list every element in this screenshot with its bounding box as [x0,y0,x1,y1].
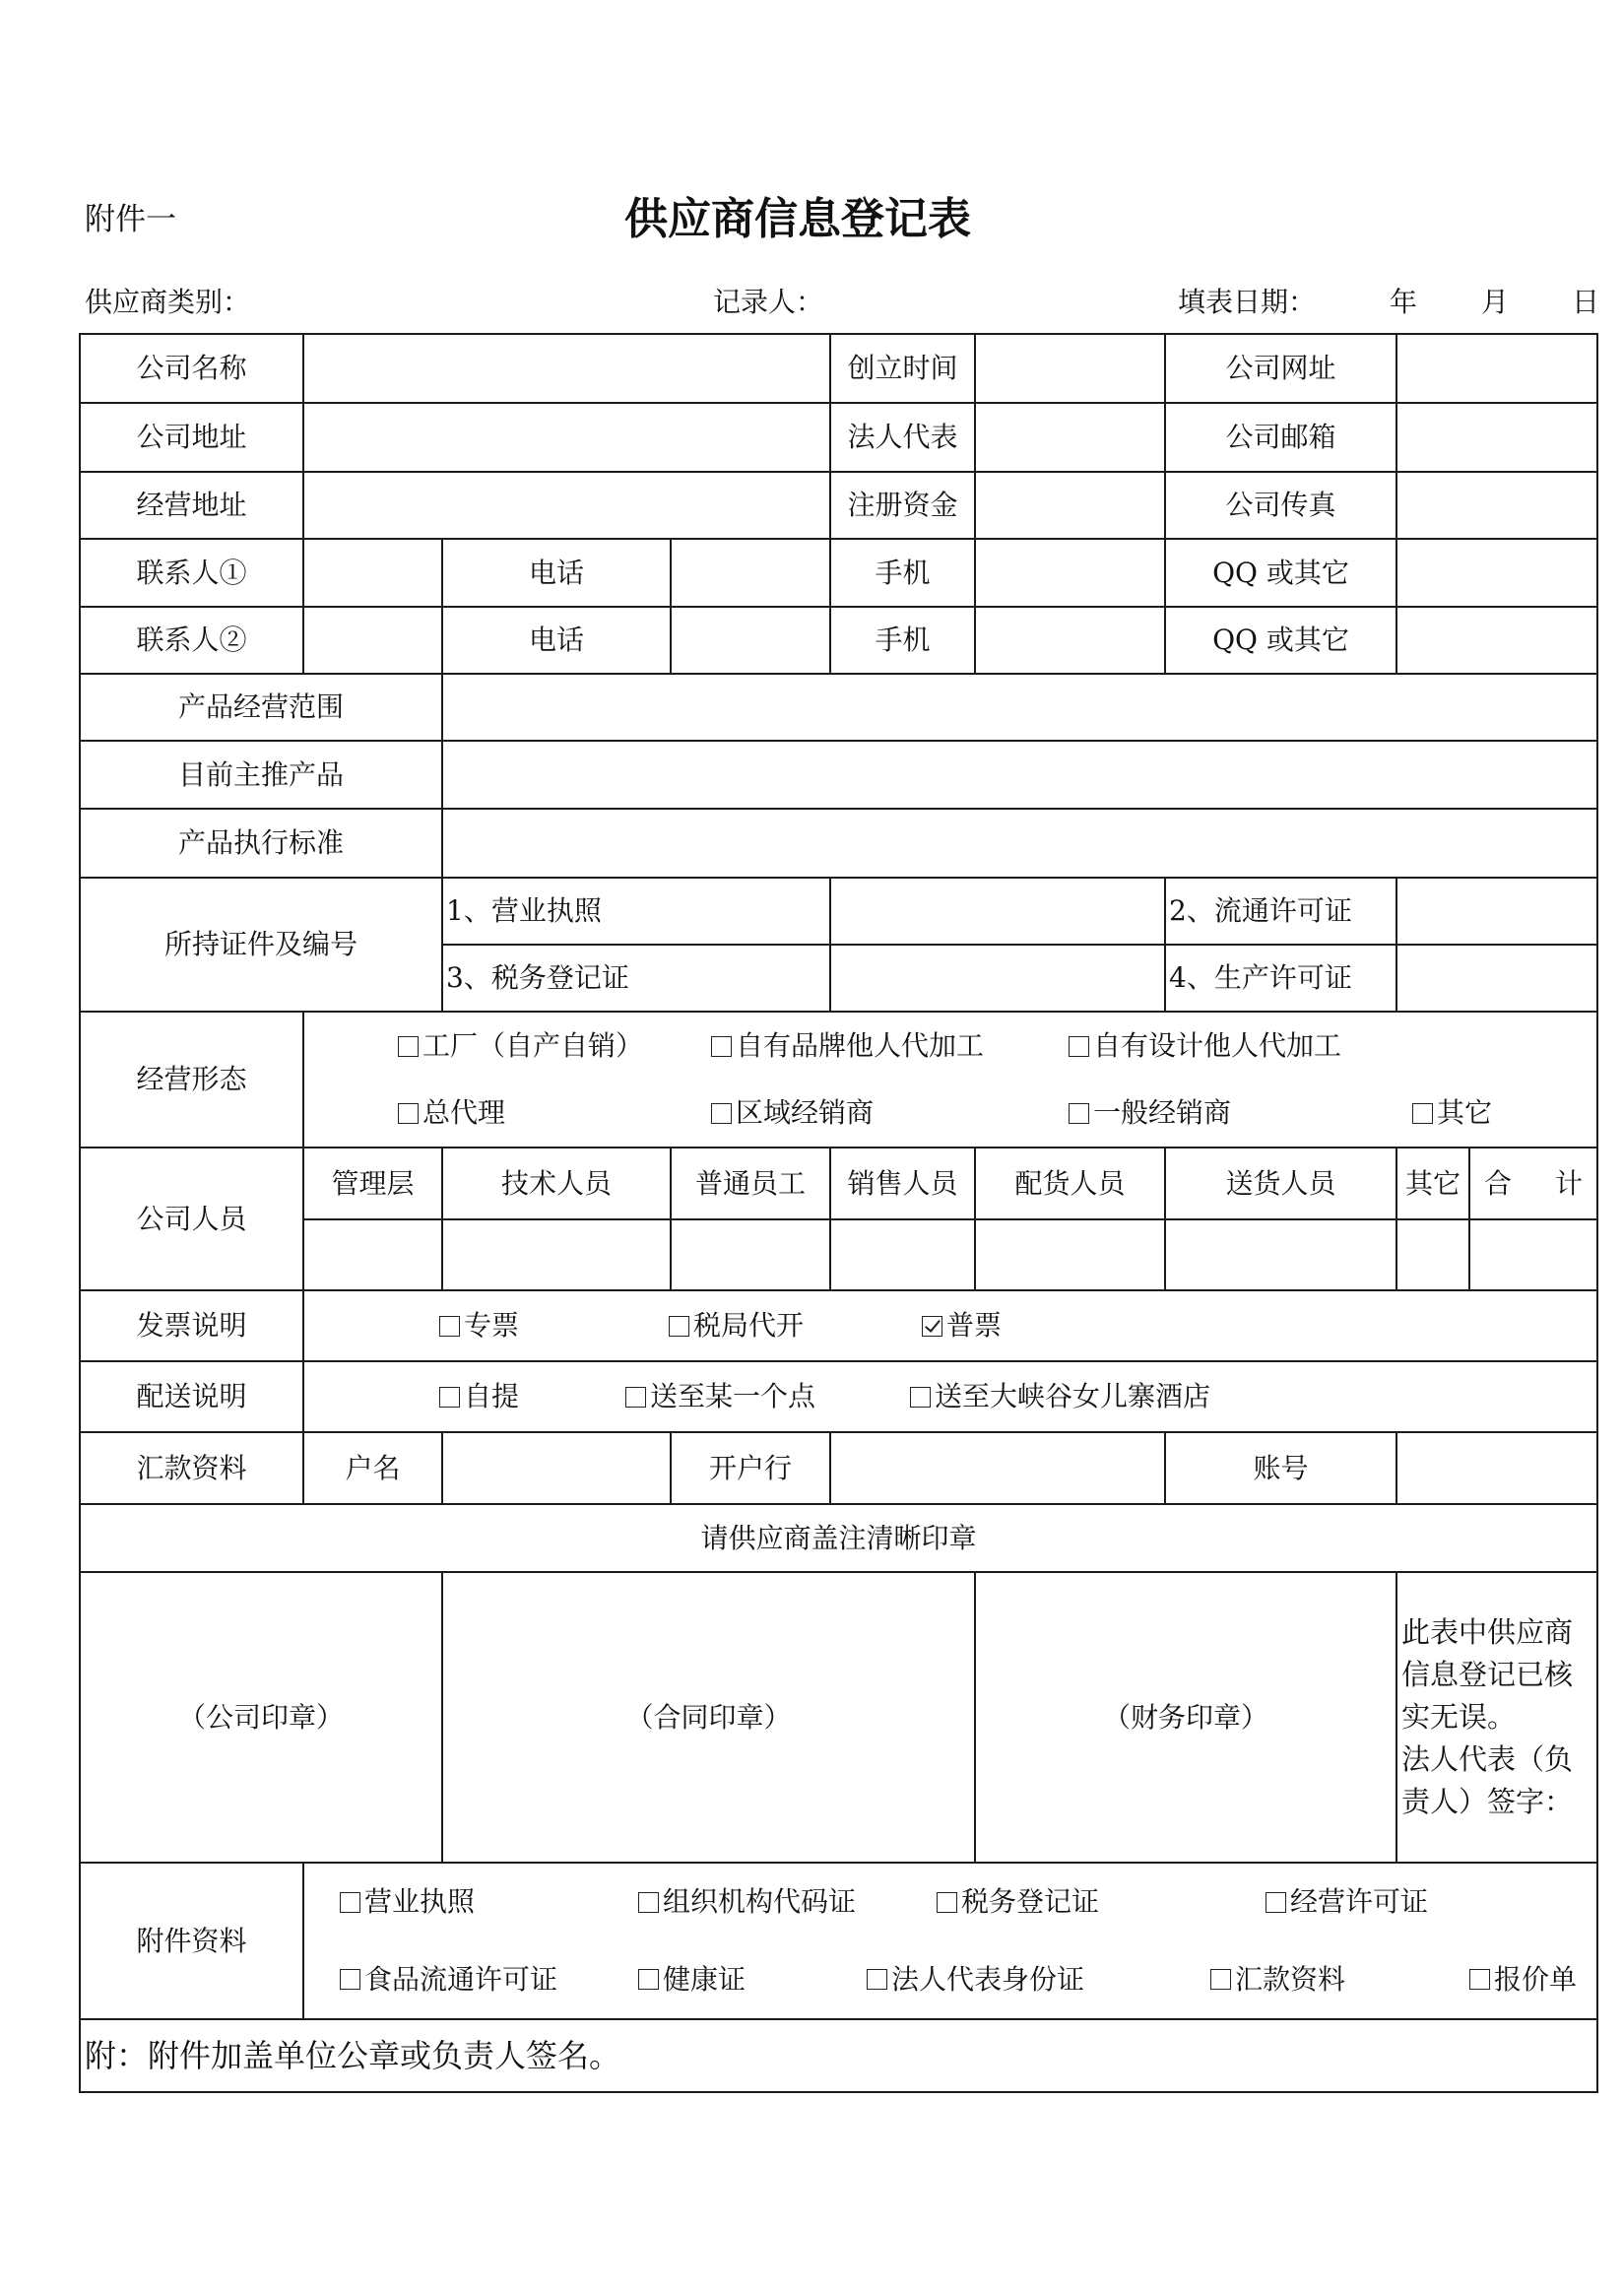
website-field[interactable] [1397,335,1598,404]
featured-products-label: 目前主推产品 [81,742,443,810]
finance-seal-area: （财务印章） [976,1573,1397,1864]
checkbox-icon[interactable] [711,1103,732,1124]
bank-field[interactable] [831,1433,1166,1505]
option-other[interactable] [1409,1096,1492,1130]
company-address-field[interactable] [304,404,831,473]
staff-col-management: 管理层 [304,1148,443,1220]
attachment-health-cert[interactable] [635,1963,746,1997]
business-address-label: 经营地址 [81,473,304,540]
staff-col-technical: 技术人员 [443,1148,672,1220]
checkbox-icon[interactable] [439,1387,460,1408]
option-deliver-to-hotel[interactable] [907,1380,1210,1413]
checkbox-icon[interactable] [439,1316,460,1337]
email-field[interactable] [1397,404,1598,473]
business-license-number-field[interactable] [831,879,1166,946]
signature-label: 法人代表（负责人）签字： [1401,1742,1574,1818]
staff-general-field[interactable] [672,1220,831,1291]
contact-1-other-field[interactable] [1397,540,1598,608]
staff-distribution-field[interactable] [976,1220,1166,1291]
business-license-label: 1、营业执照 [443,879,831,946]
checkbox-icon[interactable] [937,1892,957,1913]
remittance-label: 汇款资料 [81,1433,304,1505]
contact-1-label: 联系人① [81,540,304,608]
certificates-label: 所持证件及编号 [81,879,443,1013]
confirmation-note [1397,1573,1598,1864]
staff-other-field[interactable] [1397,1220,1470,1291]
attachments-line-1 [304,1864,1596,1941]
checkbox-icon[interactable] [1412,1103,1433,1124]
contact-1-phone-label: 电话 [443,540,672,608]
seal-instruction: 请供应商盖注清晰印章 [81,1505,1598,1573]
option-regional-distributor[interactable] [708,1096,874,1130]
staff-technical-field[interactable] [443,1220,672,1291]
year-label: 年 [1390,286,1418,318]
option-label: 健康证 [663,1962,747,1996]
option-label: 一般经销商 [1093,1096,1232,1129]
checkbox-icon[interactable] [638,1969,659,1990]
option-label: 普票 [946,1309,1003,1342]
contact-2-phone-label: 电话 [443,608,672,675]
contact-2-mobile-label: 手机 [831,608,976,675]
option-label: 营业执照 [364,1885,476,1919]
checkbox-icon[interactable] [340,1969,360,1990]
circulation-permit-label: 2、流通许可证 [1166,879,1397,946]
page-title: 供应商信息登记表 [624,194,971,244]
company-name-field[interactable] [304,335,831,404]
contact-2-other-field[interactable] [1397,608,1598,675]
option-label: 其它 [1437,1096,1493,1129]
contract-seal-area: （合同印章） [443,1573,976,1864]
checkbox-icon[interactable] [1210,1969,1231,1990]
tax-registration-number-field[interactable] [831,946,1166,1013]
checkbox-icon[interactable] [625,1387,646,1408]
option-label: 法人代表身份证 [891,1962,1085,1996]
contact-1-mobile-field[interactable] [976,540,1166,608]
account-number-field[interactable] [1397,1433,1598,1505]
attachment-quotation[interactable] [1466,1963,1577,1997]
fax-label: 公司传真 [1166,473,1397,540]
option-factory[interactable] [395,1029,643,1063]
contact-2-name-field[interactable] [304,608,443,675]
attachment-legal-rep-id[interactable] [864,1963,1084,1997]
contact-1-mobile-label: 手机 [831,540,976,608]
staff-col-other: 其它 [1397,1148,1470,1220]
fax-field[interactable] [1397,473,1598,540]
attachment-label: 附件一 [85,202,176,237]
option-self-pickup[interactable] [436,1380,519,1413]
checkbox-icon[interactable] [398,1036,419,1057]
staff-management-field[interactable] [304,1220,443,1291]
option-label: 送至某一个点 [650,1380,816,1412]
attachments-options [304,1864,1598,2020]
option-own-design-oem[interactable] [1066,1029,1341,1063]
confirmation-text: 此表中供应商信息登记已核实无误。 [1401,1615,1574,1734]
contact-1-phone-field[interactable] [672,540,831,608]
checkbox-icon[interactable] [1069,1103,1089,1124]
month-label: 月 [1481,286,1510,318]
staff-col-sales: 销售人员 [831,1148,976,1220]
option-label: 报价单 [1494,1962,1578,1996]
website-label: 公司网址 [1166,335,1397,404]
staff-col-general: 普通员工 [672,1148,831,1220]
business-form-label: 经营形态 [81,1013,304,1148]
attachments-label: 附件资料 [81,1864,304,2020]
recorder-label: 记录人： [713,286,824,318]
founded-date-label: 创立时间 [831,335,976,404]
option-label: 税局代开 [693,1309,805,1342]
option-tax-bureau-issued[interactable] [666,1309,804,1343]
contact-2-label: 联系人② [81,608,304,675]
bank-label: 开户行 [672,1433,831,1505]
invoice-label: 发票说明 [81,1291,304,1362]
checkbox-icon[interactable] [711,1036,732,1057]
business-form-options [304,1013,1598,1148]
supplier-form-table [79,333,1598,2093]
option-label: 经营许可证 [1290,1885,1429,1919]
option-label: 税务登记证 [961,1885,1100,1919]
attachment-remittance-info[interactable] [1207,1963,1345,1997]
contact-1-name-field[interactable] [304,540,443,608]
attachments-line-2 [304,1941,1596,2019]
staff-total-field[interactable] [1470,1220,1598,1291]
option-label: 食品流通许可证 [364,1962,558,1996]
option-label: 区域经销商 [736,1096,875,1129]
staff-col-total: 合 计 [1470,1148,1598,1220]
checkbox-icon[interactable] [867,1969,887,1990]
option-label: 送至大峡谷女儿寨酒店 [935,1380,1211,1412]
checkbox-icon[interactable] [340,1892,360,1913]
account-name-label: 户名 [304,1433,443,1505]
attachment-operating-permit[interactable] [1263,1885,1428,1919]
option-label: 自提 [464,1380,520,1412]
account-name-field[interactable] [443,1433,672,1505]
business-form-line-2 [304,1080,1596,1147]
product-standard-label: 产品执行标准 [81,810,443,879]
checkbox-icon[interactable] [638,1892,659,1913]
production-permit-number-field[interactable] [1397,946,1598,1013]
staff-sales-field[interactable] [831,1220,976,1291]
checkbox-icon[interactable] [1266,1892,1286,1913]
founded-date-field[interactable] [976,335,1166,404]
staff-label: 公司人员 [81,1148,304,1291]
contact-2-phone-field[interactable] [672,608,831,675]
checkbox-icon[interactable] [1069,1036,1089,1057]
option-special-invoice[interactable] [436,1309,519,1343]
option-deliver-to-point[interactable] [622,1380,815,1413]
attachment-tax-registration[interactable] [934,1885,1099,1919]
delivery-options [304,1362,1598,1433]
legal-rep-field[interactable] [976,404,1166,473]
footnote: 附：附件加盖单位公章或负责人签名。 [81,2020,1598,2093]
contact-2-mobile-field[interactable] [976,608,1166,675]
attachment-food-circulation-permit[interactable] [337,1963,557,1997]
registered-capital-label: 注册资金 [831,473,976,540]
attachment-org-code-cert[interactable] [635,1885,856,1919]
invoice-options [304,1291,1598,1362]
option-label: 组织机构代码证 [663,1885,857,1919]
checkbox-icon[interactable] [669,1316,689,1337]
option-label: 汇款资料 [1235,1962,1346,1996]
company-seal-area: （公司印章） [81,1573,443,1864]
business-form-line-1 [304,1013,1596,1080]
day-label: 日 [1572,286,1600,318]
circulation-permit-number-field[interactable] [1397,879,1598,946]
company-address-label: 公司地址 [81,404,304,473]
staff-col-delivery: 送货人员 [1166,1148,1397,1220]
fill-date-label: 填表日期： [1178,286,1317,318]
contact-1-other-label: QQ 或其它 [1166,540,1397,608]
option-ordinary-invoice[interactable] [919,1309,1002,1343]
email-label: 公司邮箱 [1166,404,1397,473]
option-general-agent[interactable] [395,1096,505,1130]
business-address-field[interactable] [304,473,831,540]
staff-col-distribution: 配货人员 [976,1148,1166,1220]
contact-2-other-label: QQ 或其它 [1166,608,1397,675]
attachment-business-license[interactable] [337,1885,475,1919]
checkbox-icon[interactable] [398,1103,419,1124]
product-scope-field[interactable] [443,675,1598,742]
staff-delivery-field[interactable] [1166,1220,1397,1291]
option-label: 自有品牌他人代加工 [736,1029,985,1062]
delivery-label: 配送说明 [81,1362,304,1433]
company-name-label: 公司名称 [81,335,304,404]
tax-registration-label: 3、税务登记证 [443,946,831,1013]
checkbox-checked-icon[interactable] [922,1316,942,1337]
option-general-distributor[interactable] [1066,1096,1231,1130]
registered-capital-field[interactable] [976,473,1166,540]
supplier-category-label: 供应商类别： [85,286,251,318]
option-label: 自有设计他人代加工 [1093,1029,1342,1062]
legal-rep-label: 法人代表 [831,404,976,473]
product-scope-label: 产品经营范围 [81,675,443,742]
production-permit-label: 4、生产许可证 [1166,946,1397,1013]
product-standard-field[interactable] [443,810,1598,879]
account-number-label: 账号 [1166,1433,1397,1505]
option-label: 专票 [464,1309,520,1342]
option-label: 总代理 [422,1096,506,1129]
checkbox-icon[interactable] [1469,1969,1490,1990]
option-label: 工厂（自产自销） [422,1029,644,1062]
featured-products-field[interactable] [443,742,1598,810]
option-own-brand-oem[interactable] [708,1029,984,1063]
checkbox-icon[interactable] [910,1387,931,1408]
